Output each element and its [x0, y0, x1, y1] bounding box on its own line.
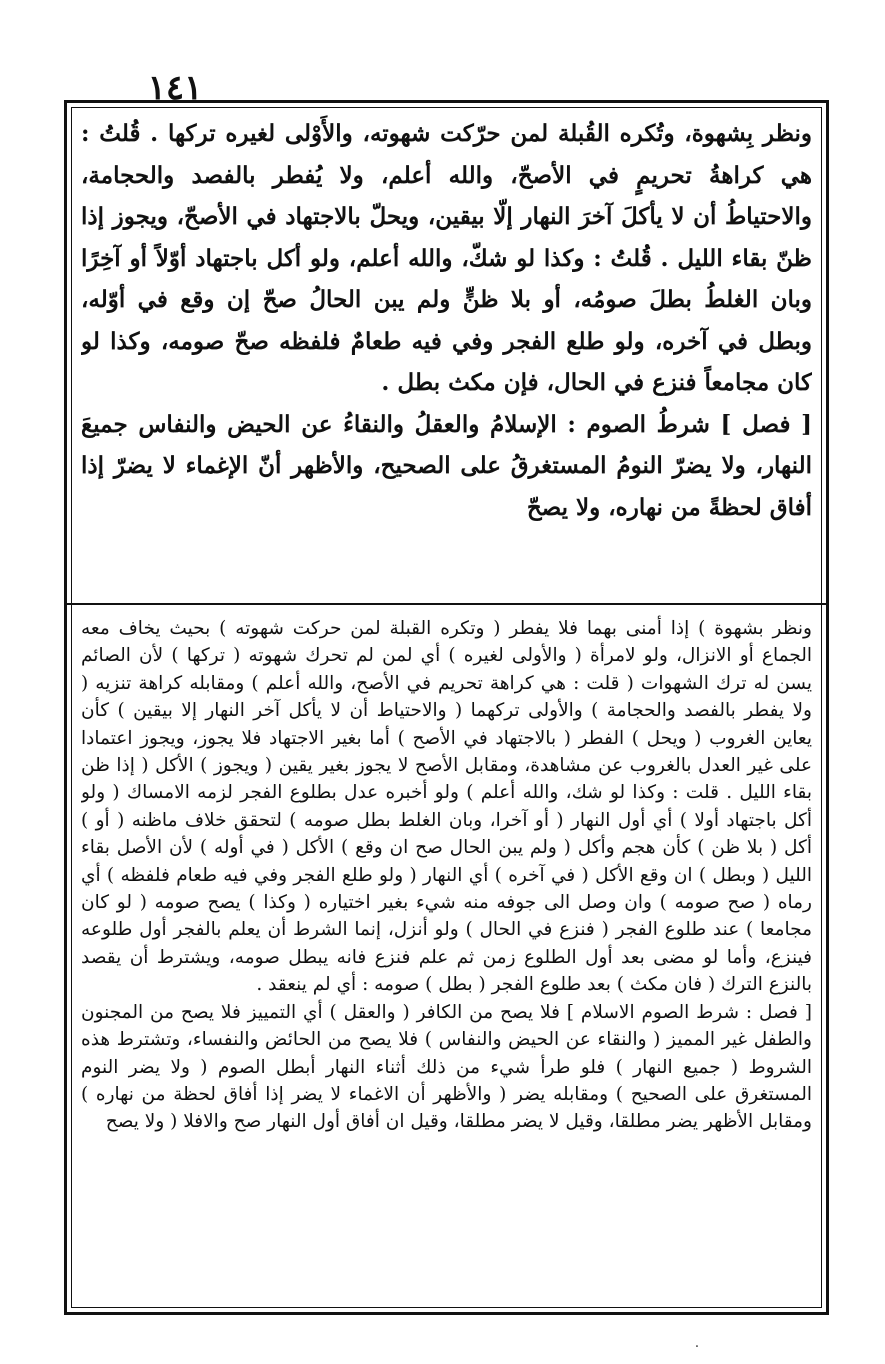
matn-paragraph: ونظر بِشهوة، وتُكره القُبلة لمن حرّكت شهوته، والأَوْلى لغيره تركها . قُلتُ : هي كراهةُ تحريمٍ في الأصحّ، والله أعلم، ولا يُفطر بالفصد والحجامة، والاحتياطُ أن لا يأكلَ آخرَ النهار إلّا بيقين، ويحلّ بالاجتهاد في الأصحّ، ويجوز إذا ظنّ بقاء الليل . قُلتُ : وكذا لو شكّ، والله أعلم، ولو أكل باجتهاد أوّلاً أو آخِرًا وبان الغلطُ بطلَ صومُه، أو بلا ظنٍّ ولم يبن الحالُ صحّ إن وقع في أوّله، وبطل في آخره، ولو طلع الفجر وفي فيه طعامٌ فلفظه صحّ صومه، وكذا لو كان مجامعاً فنزع في الحال، فإن مكث بطل .	[81, 120, 812, 396]
sharh-paragraph: [ فصل : شرط الصوم الاسلام ] فلا يصح من الكافر ( والعقل ) أي التمييز فلا يصح من المجنون والطفل غير المميز ( والنقاء عن الحيض والنفاس ) فلا يصح من الحائض والنفساء، وتشترط هذه الشروط ( جميع النهار ) فلو طرأ شيء من ذلك أثناء النهار أبطل الصوم ( ولا يضر النوم المستغرق على الصحيح ) ومقابله يضر ( والأظهر أن الاغماء لا يضر إذا أفاق لحظة من نهاره ) ومقابل الأظهر يضر مطلقا، وقيل لا يضر مطلقا، وقيل ان أفاق أول النهار صح والافلا ( ولا يصح	[81, 1001, 812, 1133]
sharh-paragraph: ونظر بشهوة ) إذا أمنى بهما فلا يفطر ( وتكره القبلة لمن حركت شهوته ) بحيث يخاف معه الجماع أو الانزال، ولو لامرأة ( والأولى لغيره ) أي لمن لم تحرك شهوته ( تركها ) لأن الصائم يسن له ترك الشهوات ( قلت : هي كراهة تحريم في الأصح، والله أعلم ) ومقابله كراهة تنزيه ( ولا يفطر بالفصد والحجامة ) والأولى تركهما ( والاحتياط أن لا يأكل آخر النهار إلا بيقين ) كأن يعاين الغروب ( ويحل ) الفطر ( بالاجتهاد في الأصح ) أما بغير الاجتهاد فلا يجوز، ويجوز اعتمادا على غير العدل بالغروب عن مشاهدة، ومقابل الأصح لا يجوز بغير يقين ( ويجوز ) الأكل ( إذا ظن بقاء الليل . قلت : وكذا لو شك، والله أعلم ) ولو أخبره عدل بطلوع الفجر لزمه الامساك ( ولو أكل باجتهاد أولا ) أي أول النهار ( أو آخرا، وبان الغلط بطل صومه ) لتحقق خلاف ماظنه ( أو ) أكل ( بلا ظن ) كأن هجم وأكل ( ولم يبن الحال صح ان وقع ) الأكل ( في أوله ) لأن الأصل بقاء الليل ( وبطل ) ان وقع الأكل ( في آخره ) أي النهار ( ولو طلع الفجر وفي فيه طعام فلفظه ) أي رماه ( صح صومه ) وان وصل الى جوفه منه شيء بغير اختياره ( وكذا ) يصح صومه ( لو كان مجامعا ) عند طلوع الفجر ( فنزع في الحال ) ولو أنزل، إنما الشرط أن يعلم بالفجر أول طلوعه فينزع، وأما لو مضى بعد أول الطلوع زمن ثم علم فنزع فانه يبطل صومه، ويشترط أن يقصد بالنزع الترك ( فان مكث ) بعد طلوع الفجر ( بطل ) صومه : أي لم ينعقد .	[81, 618, 812, 996]
page-number: ١٤١	[147, 68, 203, 108]
section-divider	[67, 603, 826, 605]
matn-paragraph: [ فصل ] شرطُ الصوم : الإسلامُ والعقلُ والنقاءُ عن الحيض والنفاس جميعَ النهار، ولا يضرّ النومُ المستغرقُ على الصحيح، والأظهر أنّ الإغماء لا يضرّ إذا أفاق لحظةً من نهاره، ولا يصحّ	[81, 410, 812, 521]
print-mark: ·	[694, 1339, 700, 1355]
sharh-text	[81, 615, 812, 1306]
matn-text	[81, 113, 812, 598]
page-frame	[64, 100, 829, 1315]
